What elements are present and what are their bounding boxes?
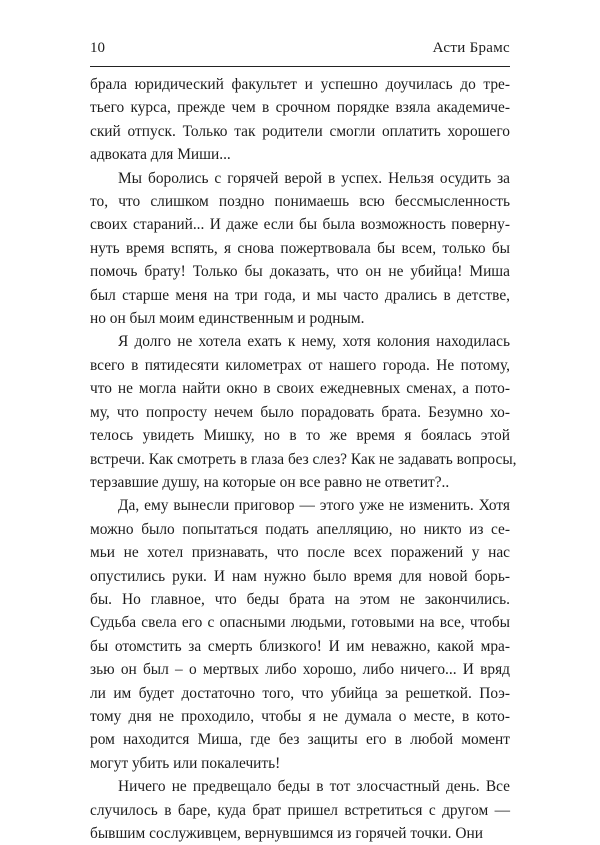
- text-line: можно было попытаться подать апелляцию, но никто из се-: [90, 520, 510, 538]
- text-line: но он был моим единственным и родным.: [90, 310, 365, 328]
- paragraph: [90, 167, 510, 331]
- text-line: му, что попросту нечем было порадовать брата. Безумно хо-: [90, 403, 510, 421]
- text-line: бывшим сослуживцем, вернувшимся из горячей точки. Они: [90, 825, 483, 842]
- text-line: Мы боролись с горячей верой в успех. Нельзя осудить за: [118, 169, 510, 187]
- text-line: помочь брату! Только бы доказать, что он не убийца! Миша: [90, 263, 510, 281]
- text-line: Судьба свела его с опасными людьми, готовыми на все, чтобы: [90, 614, 510, 632]
- text-line: мьи не хотел признавать, что после всех поражений у нас: [90, 544, 510, 562]
- text-line: терзавшие душу, на которые он все равно не ответит?..: [90, 473, 450, 491]
- text-line: своих стараний... И даже если бы была возможность поверну-: [90, 216, 510, 234]
- paragraph: [90, 775, 510, 845]
- text-line: что не могла найти окно в своих ежедневных сменах, а пото-: [90, 380, 510, 398]
- text-line: бы отомстить за смерть близкого! И им неважно, какой мра-: [90, 637, 510, 655]
- text-line: опустились руки. И нам нужно было время для новой борь-: [90, 567, 510, 585]
- paragraph: [90, 330, 517, 494]
- running-title: Асти Брамс: [432, 40, 510, 56]
- text-line: тому дня не проходило, чтобы я не думала о месте, в кото-: [90, 707, 510, 725]
- text-line: всего в пятидесяти километрах от нашего города. Не потому,: [90, 356, 510, 374]
- text-line: телось увидеть Мишку, но в то же время я боялась этой: [90, 427, 510, 445]
- text-line: брала юридический факультет и успешно доучилась до тре-: [90, 76, 510, 93]
- text-line: зью он был – о мертвых либо хорошо, либо ничего... И вряд: [90, 661, 510, 679]
- paragraph: [90, 494, 510, 775]
- page-header: [90, 38, 510, 64]
- text-line: встречи. Как смотреть в глаза без слез? Как не задавать вопросы,: [90, 450, 517, 468]
- text-line: Ничего не предвещало беды в тот злосчастный день. Все: [118, 778, 510, 796]
- text-line: ский отпуск. Только так родители смогли оплатить хорошего: [90, 122, 510, 140]
- text-line: адвоката для Миши...: [90, 146, 231, 164]
- text-line: тьего курса, прежде чем в срочном порядке взяла академиче-: [90, 99, 510, 117]
- paragraph: [90, 73, 510, 167]
- text-line: Я долго не хотела ехать к нему, хотя колония находилась: [118, 333, 510, 351]
- page-number: 10: [90, 40, 105, 56]
- text-line: могут убить или покалечить!: [90, 754, 281, 772]
- text-line: то, что слишком поздно понимаешь всю бессмысленность: [90, 193, 510, 211]
- text-line: бы. Но главное, что беды брата на этом не закончились.: [90, 590, 510, 608]
- text-line: ром находится Миша, где без защиты его в любой момент: [90, 731, 510, 749]
- text-line: был старше меня на три года, и мы часто дрались в детстве,: [90, 286, 510, 304]
- text-line: Да, ему вынесли приговор — этого уже не изменить. Хотя: [118, 497, 510, 515]
- text-line: нуть время вспять, я снова пожертвовала бы всем, только бы: [90, 239, 510, 257]
- text-line: случилось в баре, куда брат пришел встретиться с другом —: [90, 801, 510, 819]
- page-body: [90, 73, 517, 842]
- text-line: ли им будет достаточно того, что убийца за решеткой. Поэ-: [90, 684, 510, 702]
- header-rule: [90, 66, 510, 67]
